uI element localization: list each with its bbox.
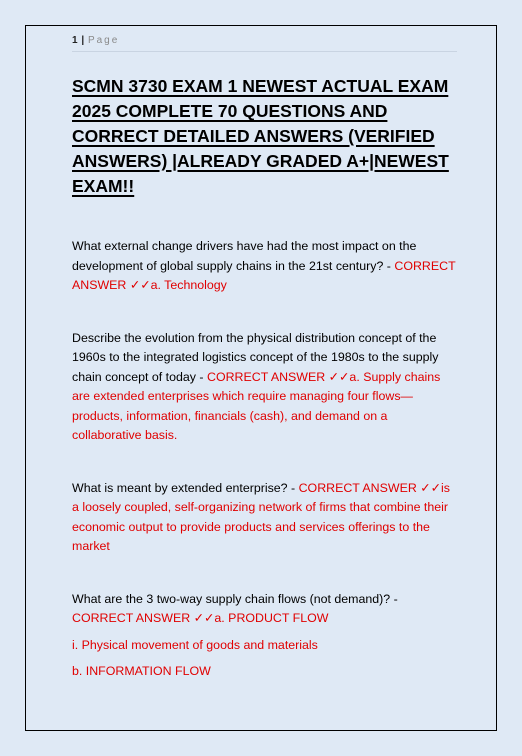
answer-text: a. Supply chains are extended enterprises which require managing four flows—products, information, financials (cash), and demand on a collaborative basis. xyxy=(72,369,441,442)
answer-text: a. PRODUCT FLOW xyxy=(214,611,329,625)
answer-label: CORRECT ANSWER xyxy=(207,369,326,384)
double-check-icon: ✓✓ xyxy=(420,480,442,495)
question-block-4 xyxy=(72,590,457,629)
question-block-1 xyxy=(72,237,457,296)
answer-label: CORRECT ANSWER xyxy=(72,611,191,625)
answer-text: is a loosely coupled, self-organizing network of firms that combine their economic output to provide products and services offerings to the market xyxy=(72,480,450,553)
answer-label: CORRECT ANSWER xyxy=(298,480,417,495)
question-block-2 xyxy=(72,329,457,446)
document-content xyxy=(72,35,457,682)
double-check-icon: ✓✓ xyxy=(328,369,350,384)
page-number: 1 xyxy=(72,35,79,46)
question-text: What are the 3 two-way supply chain flows (not demand)? - xyxy=(72,591,398,606)
page-header xyxy=(72,35,457,52)
answer-text: a. Technology xyxy=(150,278,227,292)
question-block-3 xyxy=(72,479,457,557)
double-check-icon: ✓✓ xyxy=(193,611,215,625)
double-check-icon: ✓✓ xyxy=(129,278,151,292)
question-text: Describe the evolution from the physical distribution concept of the 1960s to the integrated logistics concept of the 1980s to the supply chain concept of today - xyxy=(72,330,439,384)
answer-line: b. INFORMATION FLOW xyxy=(72,664,211,678)
answer-label: CORRECT ANSWER xyxy=(72,258,456,292)
page-word: Page xyxy=(87,35,120,46)
question-text: What external change drivers have had the most impact on the development of global supply chains in the 21st century? - xyxy=(72,239,417,273)
document-title: SCMN 3730 EXAM 1 NEWEST ACTUAL EXAM 2025 COMPLETE 70 QUESTIONS AND CORRECT DETAILED ANSWERS (VERIFIED ANSWERS) |ALREADY GRADED A+|NEWEST EXAM!! xyxy=(72,76,449,196)
answer-line: i. Physical movement of goods and materials xyxy=(72,637,318,652)
question-text: What is meant by extended enterprise? - xyxy=(72,480,296,495)
page-separator: | xyxy=(81,35,85,46)
